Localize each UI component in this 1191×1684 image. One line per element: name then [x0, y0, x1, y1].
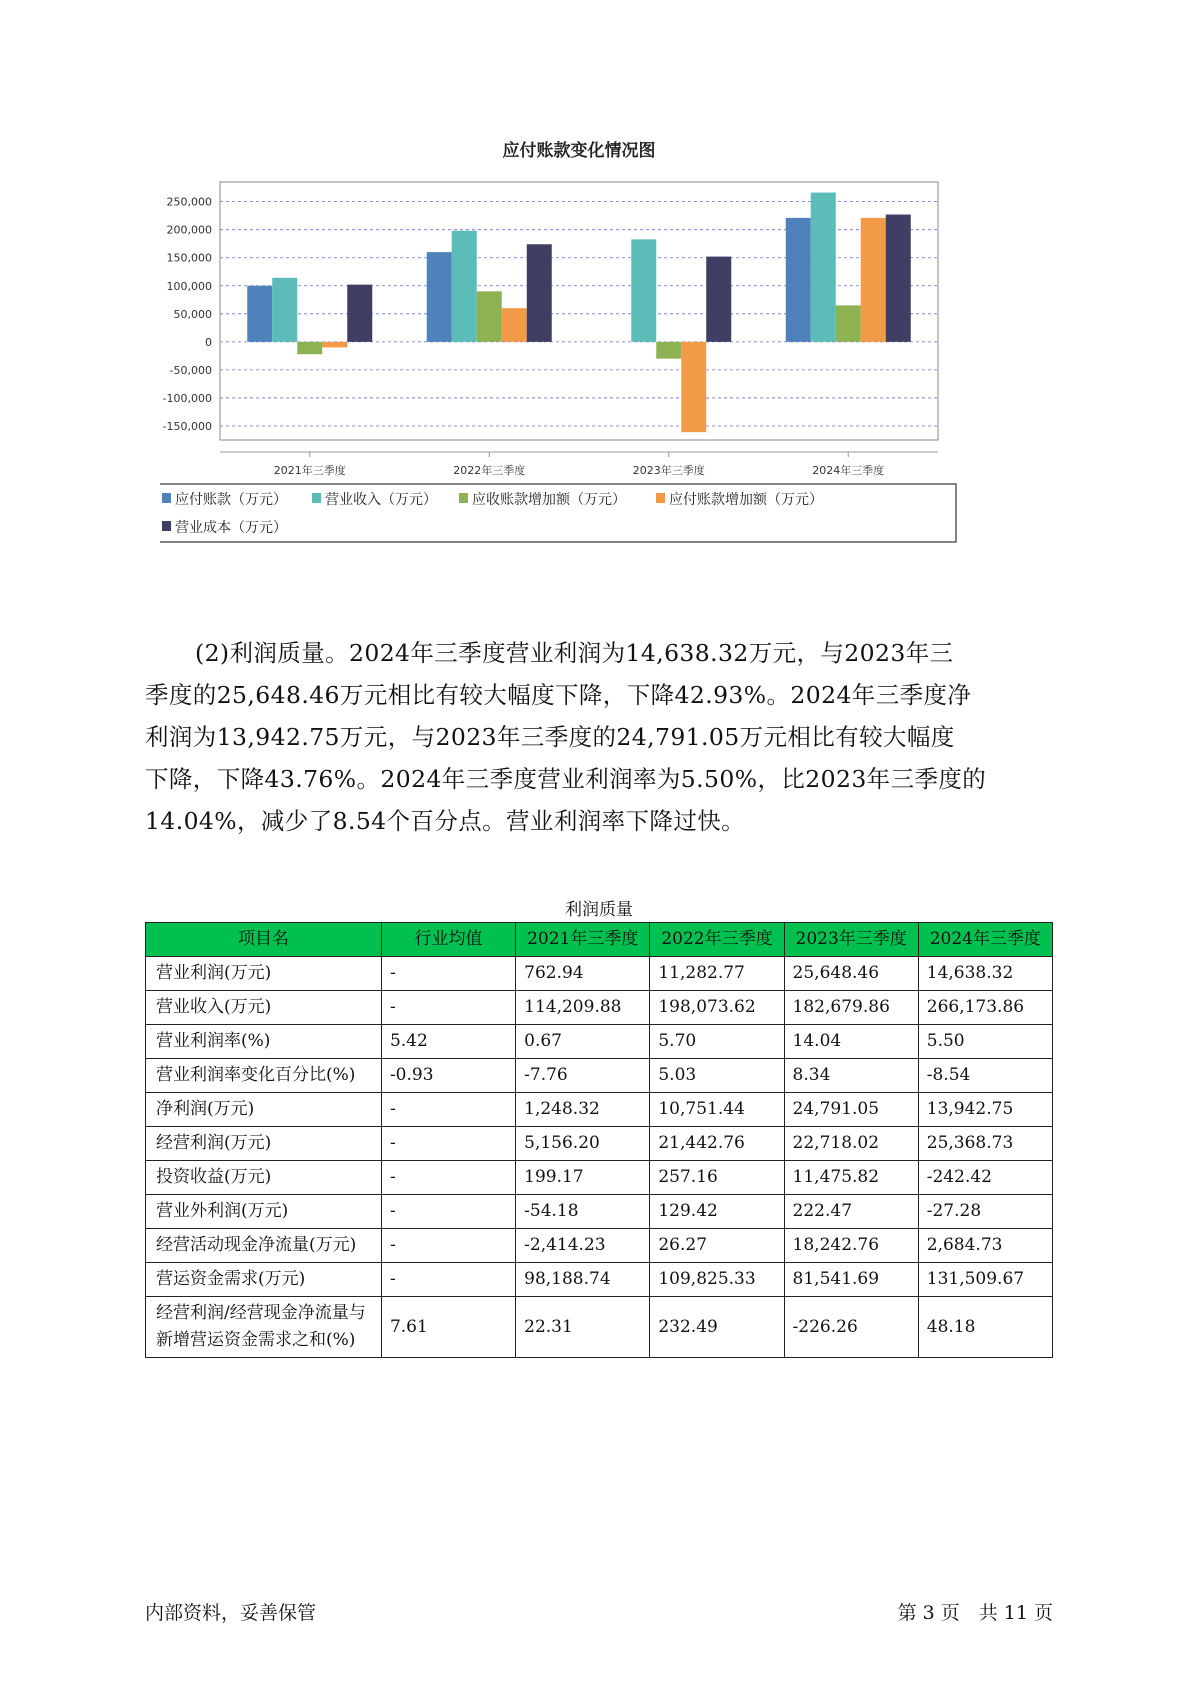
- header-cell: 2024年三季度: [918, 923, 1052, 957]
- value-cell: 11,475.82: [784, 1161, 918, 1195]
- value-cell: 22,718.02: [784, 1127, 918, 1161]
- bar: [886, 215, 911, 342]
- accounts-payable-chart: [160, 140, 1040, 600]
- value-cell: 5.50: [918, 1025, 1052, 1059]
- table-row: [146, 1297, 1053, 1358]
- value-cell: -: [381, 991, 515, 1025]
- x-tick-label: 2022年三季度: [453, 464, 526, 477]
- table-row: [146, 1161, 1053, 1195]
- value-cell: 257.16: [650, 1161, 784, 1195]
- value-cell: 5.03: [650, 1059, 784, 1093]
- value-cell: 5,156.20: [516, 1127, 650, 1161]
- legend-label: 应付账款（万元）: [175, 492, 287, 508]
- value-cell: -: [381, 1229, 515, 1263]
- paragraph-line: 利润为13,942.75万元，与2023年三季度的24,791.05万元相比有较大幅度: [145, 723, 955, 751]
- value-cell: -: [381, 1195, 515, 1229]
- value-cell: 129.42: [650, 1195, 784, 1229]
- value-cell: 5.70: [650, 1025, 784, 1059]
- row-label-cell: 经营活动现金净流量(万元): [146, 1229, 382, 1263]
- value-cell: 10,751.44: [650, 1093, 784, 1127]
- bar: [347, 285, 372, 342]
- value-cell: 114,209.88: [516, 991, 650, 1025]
- y-tick-label: -100,000: [162, 391, 212, 405]
- value-cell: -: [381, 1263, 515, 1297]
- value-cell: 14.04: [784, 1025, 918, 1059]
- footer-page-number: 第 3 页 共 11 页: [897, 1602, 1053, 1624]
- paragraph-line: 下降，下降43.76%。2024年三季度营业利润率为5.50%，比2023年三季度的: [145, 765, 987, 793]
- bar: [477, 291, 502, 341]
- y-tick-label: 0: [205, 335, 212, 349]
- row-label-cell: 营业收入(万元): [146, 991, 382, 1025]
- x-tick-label: 2021年三季度: [273, 464, 346, 477]
- row-label-cell: 经营利润/经营现金净流量与新增营运资金需求之和(%): [146, 1297, 382, 1358]
- paragraph-line: (2)利润质量。2024年三季度营业利润为14,638.32万元，与2023年三: [195, 639, 954, 667]
- legend-swatch: [312, 493, 321, 503]
- chart-svg: [160, 140, 1040, 600]
- value-cell: -: [381, 1093, 515, 1127]
- bar: [322, 342, 347, 348]
- value-cell: -: [381, 957, 515, 991]
- table-row: [146, 1229, 1053, 1263]
- legend-label: 营业成本（万元）: [175, 520, 287, 536]
- legend-swatch: [656, 493, 665, 503]
- legend-swatch: [459, 493, 468, 503]
- row-label-cell: 营业利润率(%): [146, 1025, 382, 1059]
- y-tick-label: -50,000: [169, 363, 212, 377]
- value-cell: 109,825.33: [650, 1263, 784, 1297]
- row-label-cell: 营业利润(万元): [146, 957, 382, 991]
- legend-swatch: [162, 521, 171, 531]
- value-cell: 25,648.46: [784, 957, 918, 991]
- value-cell: 26.27: [650, 1229, 784, 1263]
- bar: [656, 342, 681, 359]
- value-cell: -7.76: [516, 1059, 650, 1093]
- value-cell: 98,188.74: [516, 1263, 650, 1297]
- bar: [247, 286, 272, 342]
- value-cell: 13,942.75: [918, 1093, 1052, 1127]
- y-tick-label: -150,000: [162, 419, 212, 433]
- bar: [297, 342, 322, 354]
- value-cell: 2,684.73: [918, 1229, 1052, 1263]
- value-cell: -: [381, 1161, 515, 1195]
- value-cell: -2,414.23: [516, 1229, 650, 1263]
- value-cell: 11,282.77: [650, 957, 784, 991]
- chart-title: 应付账款变化情况图: [502, 141, 656, 161]
- value-cell: 25,368.73: [918, 1127, 1052, 1161]
- value-cell: 14,638.32: [918, 957, 1052, 991]
- table-row: [146, 957, 1053, 991]
- value-cell: 182,679.86: [784, 991, 918, 1025]
- value-cell: 199.17: [516, 1161, 650, 1195]
- value-cell: -0.93: [381, 1059, 515, 1093]
- legend-swatch: [162, 493, 171, 503]
- value-cell: 232.49: [650, 1297, 784, 1358]
- value-cell: 0.67: [516, 1025, 650, 1059]
- profit-quality-table: [145, 922, 1053, 1358]
- row-label-cell: 营业外利润(万元): [146, 1195, 382, 1229]
- value-cell: 266,173.86: [918, 991, 1052, 1025]
- value-cell: 5.42: [381, 1025, 515, 1059]
- table-header-row: [146, 923, 1053, 957]
- table-row: [146, 1127, 1053, 1161]
- header-cell: 行业均值: [381, 923, 515, 957]
- bar: [836, 305, 861, 341]
- bar: [427, 252, 452, 342]
- value-cell: -: [381, 1127, 515, 1161]
- paragraph-line: 14.04%，减少了8.54个百分点。营业利润率下降过快。: [145, 807, 746, 835]
- value-cell: 8.34: [784, 1059, 918, 1093]
- value-cell: 21,442.76: [650, 1127, 784, 1161]
- value-cell: -242.42: [918, 1161, 1052, 1195]
- bar: [861, 218, 886, 342]
- paragraph-line: 季度的25,648.46万元相比有较大幅度下降，下降42.93%。2024年三季度净: [145, 681, 972, 709]
- y-tick-label: 100,000: [166, 279, 212, 293]
- value-cell: -27.28: [918, 1195, 1052, 1229]
- value-cell: -8.54: [918, 1059, 1052, 1093]
- table-row: [146, 1263, 1053, 1297]
- value-cell: 18,242.76: [784, 1229, 918, 1263]
- bar: [706, 257, 731, 342]
- bar: [272, 278, 297, 342]
- value-cell: 762.94: [516, 957, 650, 991]
- header-cell: 2023年三季度: [784, 923, 918, 957]
- header-cell: 项目名: [146, 923, 382, 957]
- legend-label: 营业收入（万元）: [325, 492, 437, 508]
- header-cell: 2022年三季度: [650, 923, 784, 957]
- value-cell: 198,073.62: [650, 991, 784, 1025]
- table-row: [146, 1059, 1053, 1093]
- bar: [527, 244, 552, 342]
- row-label-cell: 投资收益(万元): [146, 1161, 382, 1195]
- bar: [786, 218, 811, 342]
- value-cell: 222.47: [784, 1195, 918, 1229]
- row-label-cell: 净利润(万元): [146, 1093, 382, 1127]
- value-cell: 48.18: [918, 1297, 1052, 1358]
- value-cell: 7.61: [381, 1297, 515, 1358]
- table-row: [146, 991, 1053, 1025]
- table-row: [146, 1093, 1053, 1127]
- bar: [681, 342, 706, 432]
- table-title: 利润质量: [565, 900, 633, 920]
- footer-confidential-note: 内部资料，妥善保管: [145, 1602, 317, 1624]
- x-tick-label: 2023年三季度: [632, 464, 705, 477]
- profit-quality-paragraph: [145, 632, 1053, 842]
- bar: [452, 231, 477, 342]
- row-label-cell: 经营利润(万元): [146, 1127, 382, 1161]
- row-label-cell: 营运资金需求(万元): [146, 1263, 382, 1297]
- x-tick-label: 2024年三季度: [812, 464, 885, 477]
- y-tick-label: 150,000: [166, 251, 212, 265]
- legend-label: 应付账款增加额（万元）: [669, 492, 823, 508]
- value-cell: 1,248.32: [516, 1093, 650, 1127]
- bar: [811, 193, 836, 342]
- y-tick-label: 200,000: [166, 223, 212, 237]
- value-cell: 131,509.67: [918, 1263, 1052, 1297]
- value-cell: -226.26: [784, 1297, 918, 1358]
- y-tick-label: 250,000: [166, 195, 212, 209]
- table-row: [146, 1025, 1053, 1059]
- table-row: [146, 1195, 1053, 1229]
- y-tick-label: 50,000: [173, 307, 212, 321]
- value-cell: 24,791.05: [784, 1093, 918, 1127]
- legend-label: 应收账款增加额（万元）: [472, 492, 626, 508]
- bar: [631, 239, 656, 341]
- header-cell: 2021年三季度: [516, 923, 650, 957]
- row-label-cell: 营业利润率变化百分比(%): [146, 1059, 382, 1093]
- value-cell: 22.31: [516, 1297, 650, 1358]
- value-cell: -54.18: [516, 1195, 650, 1229]
- bar: [502, 308, 527, 342]
- value-cell: 81,541.69: [784, 1263, 918, 1297]
